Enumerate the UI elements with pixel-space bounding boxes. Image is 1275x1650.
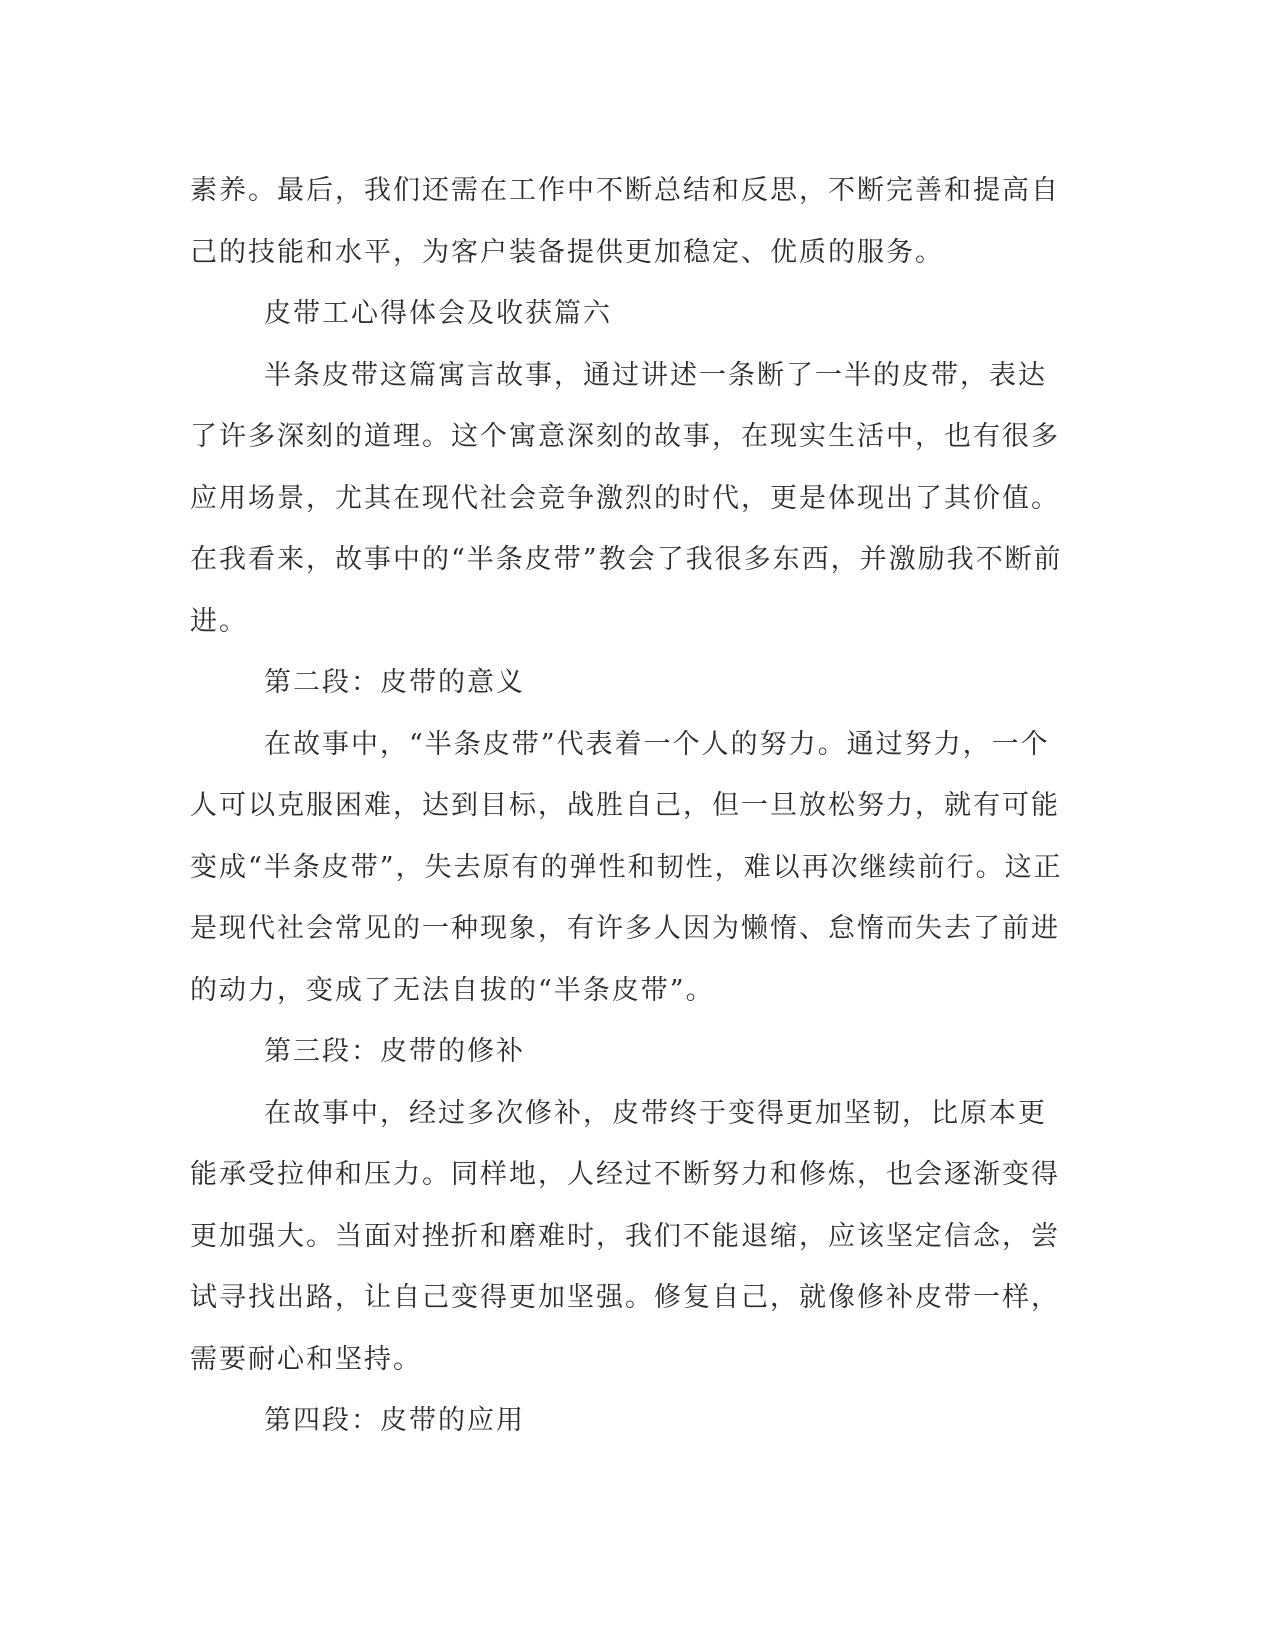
paragraph-repair: 在故事中，经过多次修补，皮带终于变得更加坚韧，比原本更能承受拉伸和压力。同样地，人经过不断努力和修炼，也会逐渐变得更加强大。当面对挫折和磨难时，我们不能退缩，应该坚定信念，尝试寻找出路，让自己变得更加坚强。修复自己，就像修补皮带一样，需要耐心和坚持。 (190, 1097, 1060, 1375)
paragraph-intro: 半条皮带这篇寓言故事，通过讲述一条断了一半的皮带，表达了许多深刻的道理。这个寓意深刻的故事，在现实生活中，也有很多应用场景，尤其在现代社会竞争激烈的时代，更是体现出了其价值。在我看来，故事中的“半条皮带”教会了我很多东西，并激励我不断前进。 (190, 359, 1063, 637)
section-title: 皮带工心得体会及收获篇六 (264, 298, 612, 329)
document-body (190, 160, 1070, 1452)
paragraph-closing: 素养。最后，我们还需在工作中不断总结和反思，不断完善和提高自己的技能和水平，为客户装备提供更加稳定、优质的服务。 (190, 175, 1060, 268)
heading-part-three: 第三段：皮带的修补 (264, 1036, 525, 1067)
heading-part-four: 第四段：皮带的应用 (264, 1405, 525, 1436)
heading-part-two: 第二段：皮带的意义 (264, 667, 525, 698)
paragraph-meaning: 在故事中，“半条皮带”代表着一个人的努力。通过努力，一个人可以克服困难，达到目标，战胜自己，但一旦放松努力，就有可能变成“半条皮带”，失去原有的弹性和韧性，难以再次继续前行。这正是现代社会常见的一种现象，有许多人因为懒惰、怠惰而失去了前进的动力，变成了无法自拔的“半条皮带”。 (190, 728, 1063, 1006)
